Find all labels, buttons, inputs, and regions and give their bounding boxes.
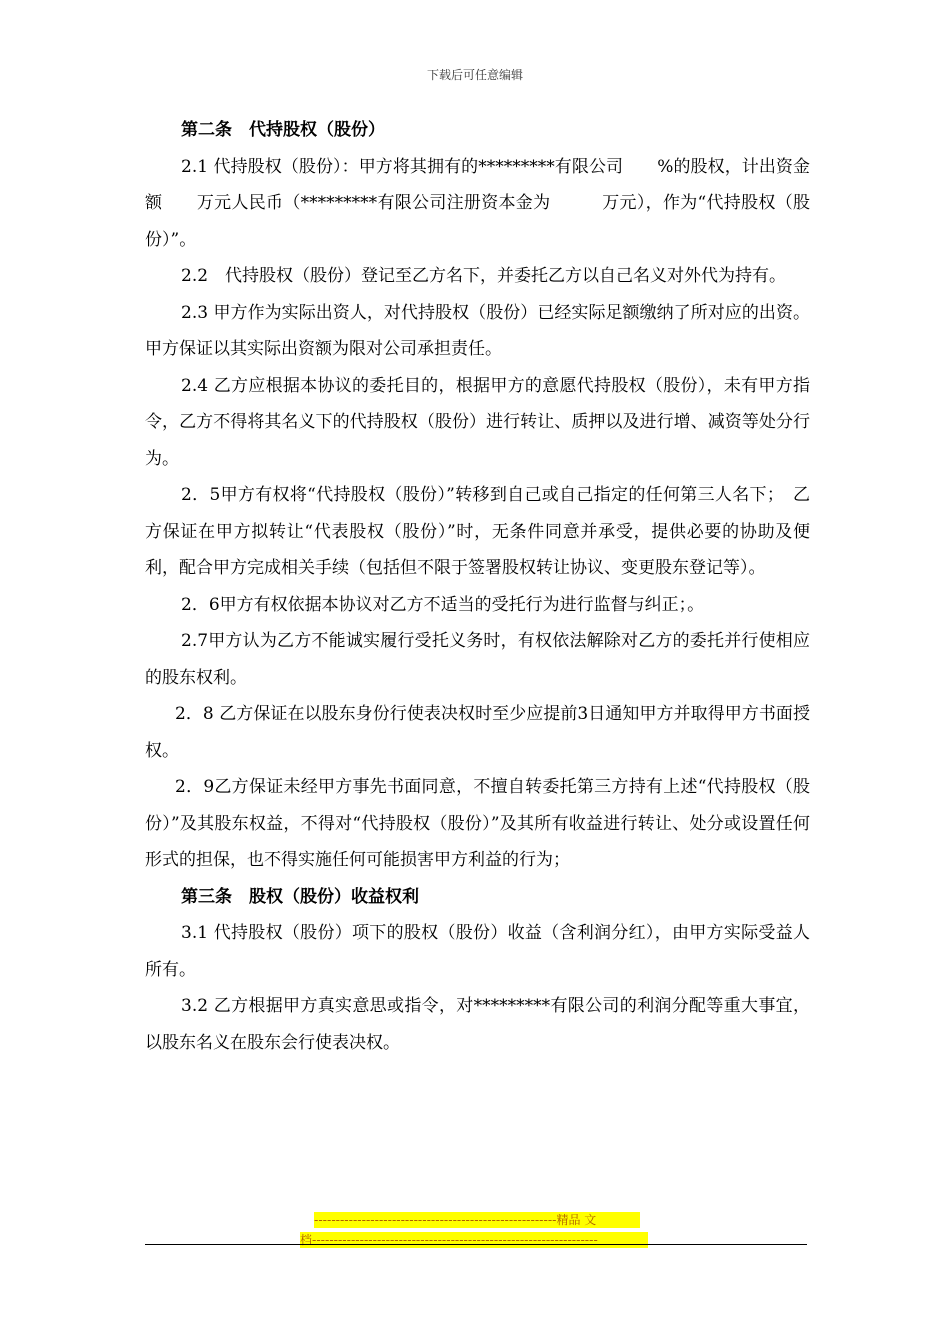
paragraph-2-8: 2．8 乙方保证在以股东身份行使表决权时至少应提前3日通知甲方并取得甲方书面授权。: [145, 704, 810, 761]
article-3-title: 第三条 股权（股份）收益权利: [181, 886, 419, 907]
footer-line-1: --------------------------------------------------------精品 文: [314, 1212, 640, 1228]
article-2-title: 第二条 代持股权（股份）: [181, 120, 385, 140]
paragraph-2-9: 2．9乙方保证未经甲方事先书面同意，不擅自转委托第三方持有上述“代持股权（股份）”及其股东权益，不得对“代持股权（股份）”及其所有收益进行转让、处分或设置任何形式的担保，也不得实施任何可能损害甲方利益的行为；: [145, 777, 810, 870]
paragraph-2-1: 2.1 代持股权（股份）：甲方将其拥有的*********有限公司 %的股权，计出资金额 万元人民币（*********有限公司注册资本金为 万元），作为“代持股权（股份）”。: [145, 156, 810, 250]
paragraph-3-2: 3.2 乙方根据甲方真实意思或指令，对*********有限公司的利润分配等重大事宜，以股东名义在股东会行使表决权。: [145, 996, 810, 1053]
footer-line-2: 档------------------------------------------------------------------: [300, 1232, 648, 1248]
page-header: 下载后可任意编辑: [426, 68, 523, 82]
paragraph-2-6: 2．6甲方有权依据本协议对乙方不适当的受托行为进行监督与纠正；。: [181, 594, 705, 615]
paragraph-2-2: 2.2 代持股权（股份）登记至乙方名下，并委托乙方以自己名义对外代为持有。: [181, 266, 787, 286]
page-footer: [300, 1212, 650, 1252]
footer-divider: [145, 1244, 807, 1245]
paragraph-2-7: 2.7甲方认为乙方不能诚实履行受托义务时，有权依法解除对乙方的委托并行使相应的股东权利。: [145, 631, 810, 688]
paragraph-2-4: 2.4 乙方应根据本协议的委托目的，根据甲方的意愿代持股权（股份），未有甲方指令，乙方不得将其名义下的代持股权（股份）进行转让、质押以及进行增、减资等处分行为。: [145, 375, 810, 469]
paragraph-2-5: 2．5甲方有权将“代持股权（股份）”转移到自己或自己指定的任何第三人名下； 乙方保证在甲方拟转让“代表股权（股份）”时，无条件同意并承受，提供必要的协助及便利，配合甲方完成相关手续（包括但不限于签署股权转让协议、变更股东登记等）。: [145, 485, 810, 578]
paragraph-3-1: 3.1 代持股权（股份）项下的股权（股份）收益（含利润分红），由甲方实际受益人所有。: [145, 923, 810, 980]
paragraph-2-3: 2.3 甲方作为实际出资人，对代持股权（股份）已经实际足额缴纳了所对应的出资。甲方保证以其实际出资额为限对公司承担责任。: [145, 302, 810, 359]
document-body: [145, 112, 810, 1061]
